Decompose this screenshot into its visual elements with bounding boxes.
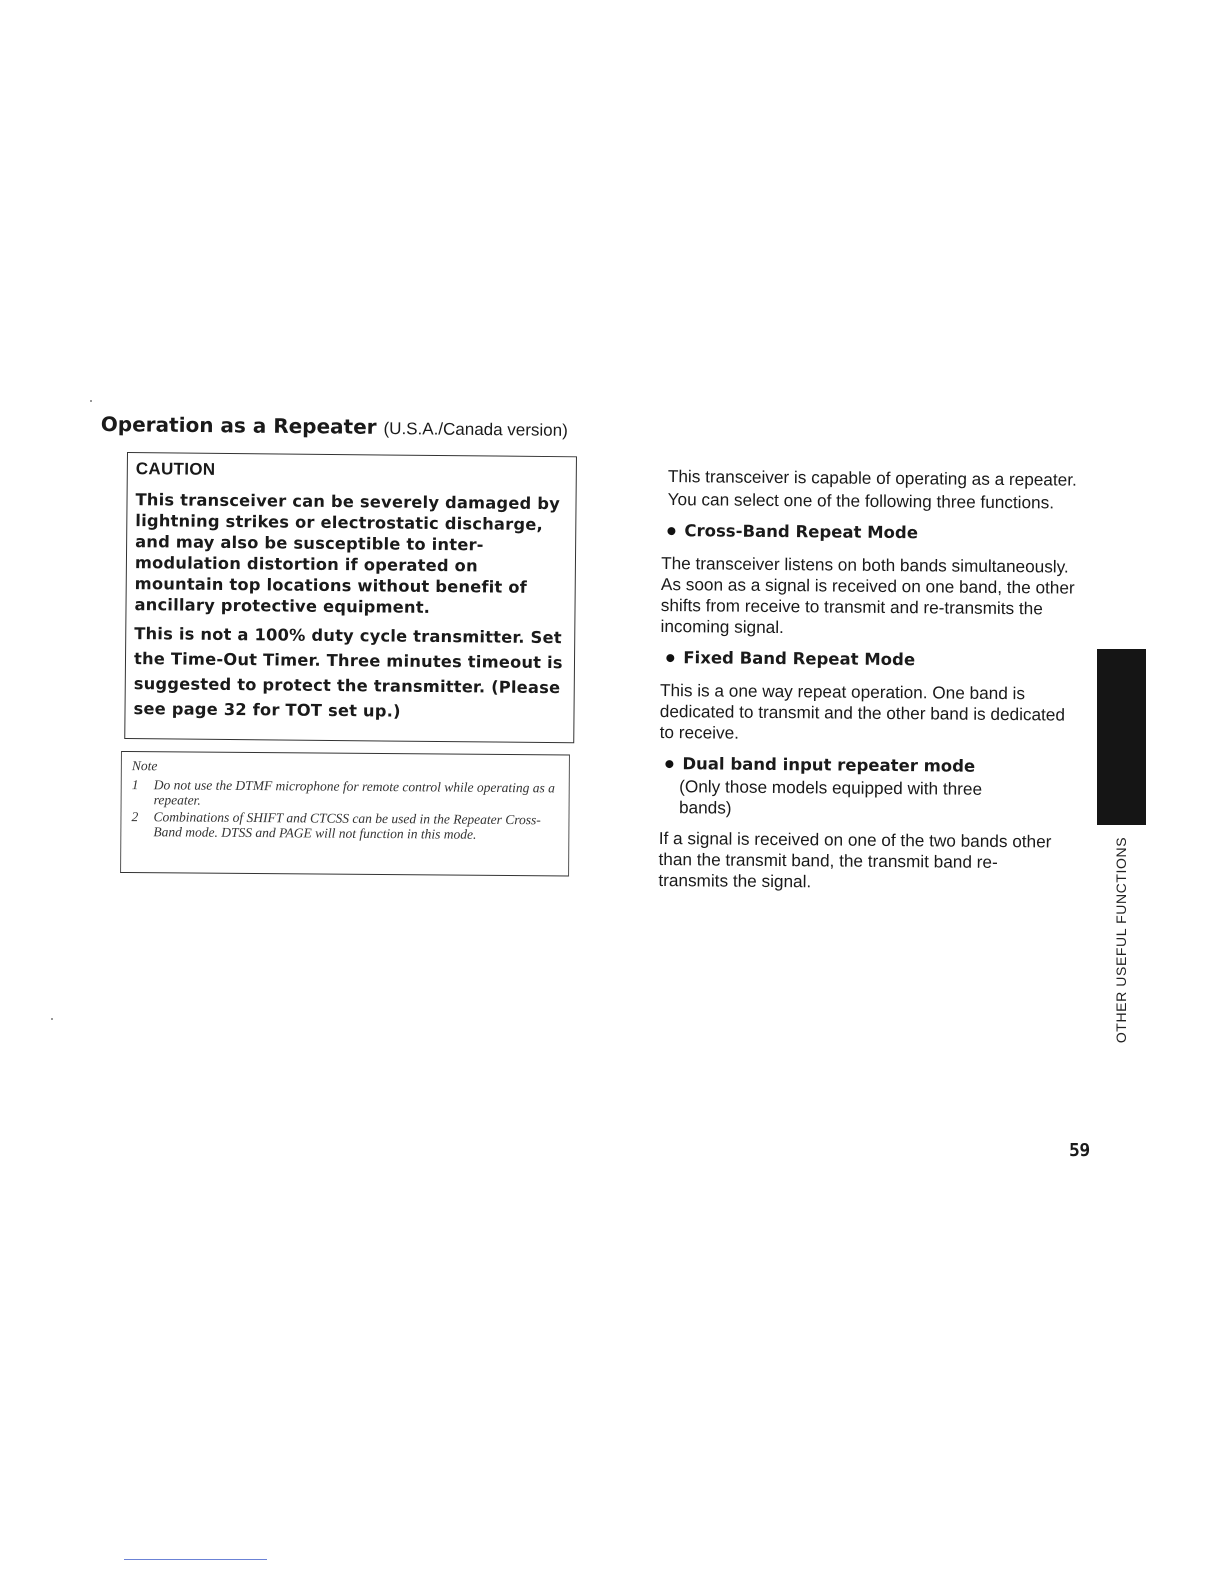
intro-paragraph-1: This transceiver is capable of operating as a repeater. [667, 466, 1077, 490]
scan-speck-top [90, 400, 92, 402]
section-title [101, 412, 568, 441]
section-title-text: Operation as a Repeater [100, 412, 377, 439]
caution-title: CAUTION [135, 459, 216, 479]
mode-heading-label: Fixed Band Repeat Mode [683, 648, 916, 670]
mode-heading-cross-band [667, 520, 1081, 545]
section-subtitle: (U.S.A./Canada version) [383, 418, 568, 440]
chapter-tab-marker [1097, 649, 1146, 825]
note-box [120, 751, 570, 877]
mode-heading-fixed-band [666, 647, 1080, 672]
mode-description-fixed-band: This is a one way repeat operation. One band is dedicated to transmit and the other band is dedicated to receive. [659, 679, 1066, 743]
caution-paragraph-1: This transceiver can be severely damaged by lightning strikes or electrostatic discharge, and may also be susceptible to inter-modulation distortion if operated on mountain top locations without benefit of ancillary protective equipment. [134, 490, 561, 617]
page-number: 59 [1069, 1140, 1090, 1161]
mode-heading-label: Cross-Band Repeat Mode [684, 521, 919, 543]
bullet-icon [666, 654, 674, 662]
intro-paragraph-2: You can select one of the following three functions. [667, 489, 1055, 513]
note-item [131, 809, 558, 842]
note-item-number: 1 [131, 777, 139, 793]
bullet-icon [667, 527, 675, 535]
note-item [132, 777, 559, 810]
chapter-tab-label: OTHER USEFUL FUNCTIONS [1113, 836, 1129, 1044]
mode-heading-label: Dual band input repeater mode [682, 754, 976, 776]
caution-box [124, 452, 577, 743]
mode-description-cross-band: The transceiver listens on both bands simultaneously. As soon as a signal is received on one band, the other shifts from receive to transmit and re-transmits the incoming signal. [660, 552, 1075, 638]
note-item-text: Do not use the DTMF microphone for remote control while operating as a repeater. [153, 777, 556, 808]
bottom-rule [124, 1559, 267, 1560]
note-item-text: Combinations of SHIFT and CTCSS can be used in the Repeater Cross-Band mode. DTSS and PAGE will not function in this mode. [153, 809, 541, 842]
note-title: Note [131, 758, 158, 774]
mode-heading-dual-band-input [665, 753, 1079, 778]
right-column [658, 466, 1082, 905]
note-item-number: 2 [131, 809, 139, 825]
bullet-icon [665, 760, 673, 768]
mode-subnote-dual-band-input: (Only those models equipped with three bands) [678, 776, 983, 818]
mode-description-dual-band-input: If a signal is received on one of the two bands other than the transmit band, the transmit band re-transmits the signal. [658, 827, 1052, 892]
caution-paragraph-2: This is not a 100% duty cycle transmitter. Set the Time-Out Timer. Three minutes timeout is suggested to protect the transmitter. (Please see page 32 for TOT set up.) [133, 624, 563, 721]
scan-speck-bottom [51, 1018, 53, 1020]
